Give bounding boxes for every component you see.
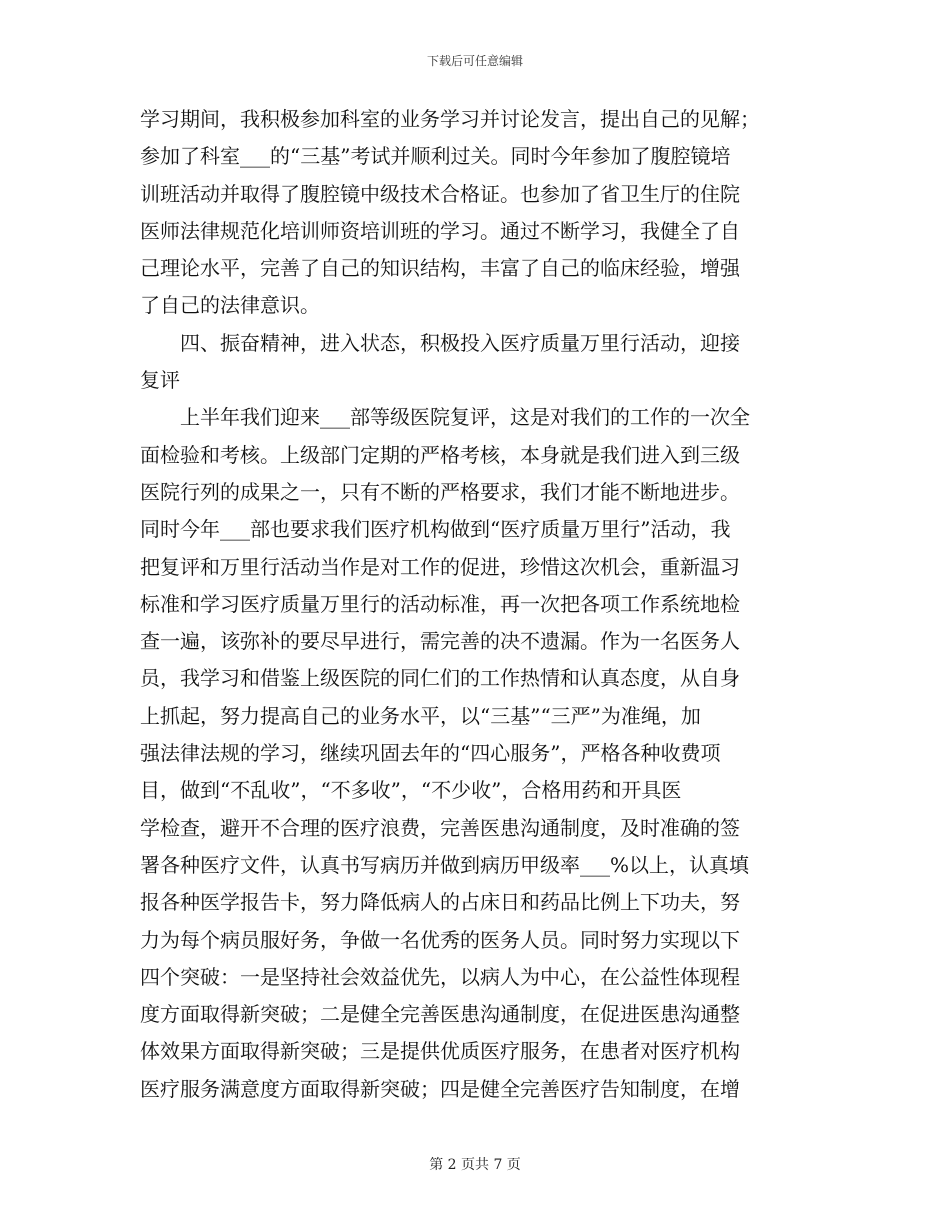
text-line: 面检验和考核。上级部门定期的严格考核，本身就是我们进入到三级: [140, 442, 740, 467]
text-line: 目，做到“不乱收”，“不多收”，“不少收”，合格用药和开具医: [140, 778, 682, 803]
text-line: 同时今年___部也要求我们医疗机构做到“医疗质量万里行”活动，我: [140, 517, 731, 542]
text-line: 上抓起，努力提高自己的业务水平，以“三基”“三严”为准绳，加: [140, 703, 701, 728]
text-line: 学检查，避开不合理的医疗浪费，完善医患沟通制度，及时准确的签: [140, 815, 740, 840]
text-line: 标准和学习医疗质量万里行的活动标准，再一次把各项工作系统地检: [140, 591, 740, 616]
text-line: 训班活动并取得了腹腔镜中级技术合格证。也参加了省卫生厅的住院: [140, 181, 740, 206]
text-line: 度方面取得新突破；二是健全完善医患沟通制度，在促进医患沟通整: [140, 1002, 740, 1027]
text-line: 体效果方面取得新突破；三是提供优质医疗服务，在患者对医疗机构: [140, 1039, 740, 1064]
text-line: 医疗服务满意度方面取得新突破；四是健全完善医疗告知制度，在增: [140, 1076, 740, 1101]
text-line: 查一遍，该弥补的要尽早进行，需完善的决不遗漏。作为一名医务人: [140, 629, 740, 654]
text-line: 上半年我们迎来___部等级医院复评，这是对我们的工作的一次全: [140, 405, 750, 430]
body-text: [140, 101, 820, 1108]
text-line: 把复评和万里行活动当作是对工作的促进，珍惜这次机会，重新温习: [140, 554, 740, 579]
page-header: 下载后可任意编辑: [426, 54, 523, 68]
text-line: 强法律法规的学习，继续巩固去年的“四心服务”，严格各种收费项: [140, 741, 721, 766]
text-line: 四、振奋精神，进入状态，积极投入医疗质量万里行活动，迎接: [140, 330, 740, 355]
text-line: 员，我学习和借鉴上级医院的同仁们的工作热情和认真态度，从自身: [140, 666, 740, 691]
text-line: 医院行列的成果之一，只有不断的严格要求，我们才能不断地进步。: [140, 479, 740, 504]
text-line: 力为每个病员服好务，争做一名优秀的医务人员。同时努力实现以下: [140, 927, 740, 952]
text-line: 己理论水平，完善了自己的知识结构，丰富了自己的临床经验，增强: [140, 256, 740, 281]
text-line: 了自己的法律意识。: [140, 293, 320, 318]
text-line: 参加了科室___的“三基”考试并顺利过关。同时今年参加了腹腔镜培: [140, 144, 731, 169]
text-line: 复评: [140, 368, 180, 393]
text-line: 报各种医学报告卡，努力降低病人的占床日和药品比例上下功夫，努: [140, 890, 740, 915]
text-line: 署各种医疗文件，认真书写病历并做到病历甲级率___%以上，认真填: [140, 852, 750, 877]
text-line: 学习期间，我积极参加科室的业务学习并讨论发言，提出自己的见解；: [140, 107, 760, 131]
page-footer: 第 2 页共 7 页: [429, 1157, 521, 1173]
text-line: 四个突破：一是坚持社会效益优先，以病人为中心，在公益性体现程: [140, 964, 740, 989]
text-line: 医师法律规范化培训师资培训班的学习。通过不断学习，我健全了自: [140, 218, 740, 243]
